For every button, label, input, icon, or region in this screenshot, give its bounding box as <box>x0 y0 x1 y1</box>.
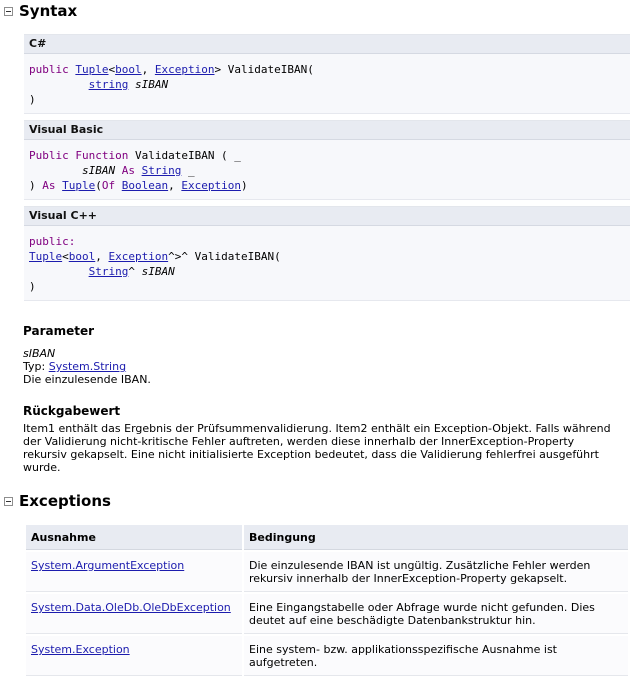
method-name: ValidateIBAN ( _ <box>134 149 241 162</box>
parameter-heading: Parameter <box>23 324 95 338</box>
close-paren: ) <box>29 280 36 293</box>
table-row <box>26 552 628 592</box>
table-row <box>26 594 628 634</box>
keyword: public: <box>29 235 76 248</box>
boolean-link[interactable]: Boolean <box>121 179 169 192</box>
exception-link[interactable]: Exception <box>154 63 215 76</box>
exception-cell <box>26 552 242 592</box>
syntax-title: Syntax <box>19 2 78 20</box>
exception-cell <box>26 594 242 634</box>
column-header-exception: Ausnahme <box>26 525 242 550</box>
returns-line: wurde. <box>23 461 61 474</box>
csharp-code-block <box>24 34 630 114</box>
condition-cell <box>244 594 628 634</box>
parameter-type <box>23 360 151 373</box>
vb-lang-label: Visual Basic <box>24 121 630 140</box>
line-continuation: _ <box>187 164 195 177</box>
condition-line: Eine Eingangstabelle oder Abfrage wurde nicht gefunden. Dies <box>249 601 595 614</box>
exception-link[interactable]: System.ArgumentException <box>31 559 185 572</box>
string-link[interactable]: String <box>88 265 129 278</box>
exceptions-title: Exceptions <box>19 492 111 510</box>
exception-link[interactable]: Exception <box>108 250 169 263</box>
condition-line: rekursiv innerhalb der InnerException-Property gekapselt. <box>249 572 568 585</box>
exception-link[interactable]: System.Exception <box>31 643 130 656</box>
returns-line: rekursiv gekapselt. Eine nicht initialisierte Exception bedeutet, dass die Validierung fehlerfrei ausgeführt <box>23 448 599 461</box>
exception-cell <box>26 636 242 676</box>
keyword: public <box>29 63 69 76</box>
returns-description <box>23 422 611 474</box>
returns-line: der Validierung nicht-kritische Fehler auftreten, werden diese innerhalb der InnerException-Property <box>23 435 575 448</box>
vb-code: Public Function ValidateIBAN ( _ sIBAN As String _ ) As Tuple(Of Boolean, Exception) <box>24 140 630 200</box>
tuple-link[interactable]: Tuple <box>29 250 63 263</box>
exception-link[interactable]: Exception <box>181 179 241 192</box>
cpp-code: public: Tuple<bool, Exception^>^ ValidateIBAN( String^ sIBAN ) <box>24 226 630 301</box>
parameter-description: Die einzulesende IBAN. <box>23 373 151 386</box>
cpp-lang-label: Visual C++ <box>24 207 630 226</box>
keyword: As <box>121 164 135 177</box>
keyword: As <box>42 179 56 192</box>
exceptions-section-header[interactable] <box>4 491 111 511</box>
cpp-code-block <box>24 206 630 301</box>
system-string-link[interactable]: System.String <box>48 360 127 373</box>
tuple-link[interactable]: Tuple <box>62 179 96 192</box>
collapse-toggle-icon[interactable] <box>4 497 13 506</box>
condition-cell <box>244 552 628 592</box>
close-paren: ) <box>29 179 36 192</box>
table-row <box>26 636 628 676</box>
table-header-row <box>26 525 628 550</box>
condition-line: aufgetreten. <box>249 656 318 669</box>
exception-link[interactable]: System.Data.OleDb.OleDbException <box>31 601 231 614</box>
column-header-condition: Bedingung <box>244 525 628 550</box>
close-paren: ) <box>29 93 36 106</box>
keyword: Public Function <box>29 149 129 162</box>
string-link[interactable]: String <box>141 164 182 177</box>
param-name: sIBAN <box>141 265 175 278</box>
keyword: Of <box>101 179 116 192</box>
parameter-details <box>23 347 151 386</box>
condition-line: Die einzulesende IBAN ist ungültig. Zusätzliche Fehler werden <box>249 559 591 572</box>
type-label: Typ: <box>23 360 46 373</box>
tuple-link[interactable]: Tuple <box>75 63 109 76</box>
string-link[interactable]: string <box>88 78 129 91</box>
vb-code-block <box>24 120 630 200</box>
param-name: sIBAN <box>81 164 116 177</box>
csharp-lang-label: C# <box>24 35 630 54</box>
bool-link[interactable]: bool <box>115 63 142 76</box>
method-name: ValidateIBAN( <box>194 250 281 263</box>
method-name: ValidateIBAN( <box>227 63 314 76</box>
collapse-toggle-icon[interactable] <box>4 7 13 16</box>
exceptions-table <box>24 523 630 678</box>
param-name: sIBAN <box>134 78 169 91</box>
returns-line: Item1 enthält das Ergebnis der Prüfsummenvalidierung. Item2 enthält ein Exception-Objekt. Falls während <box>23 422 611 435</box>
bool-link[interactable]: bool <box>68 250 96 263</box>
condition-cell <box>244 636 628 676</box>
csharp-code: public Tuple<bool, Exception> ValidateIBAN( string sIBAN ) <box>24 54 630 114</box>
returns-heading: Rückgabewert <box>23 404 121 418</box>
parameter-name: sIBAN <box>23 347 56 360</box>
syntax-section-header[interactable] <box>4 1 77 21</box>
condition-line: Eine system- bzw. applikationsspezifische Ausnahme ist <box>249 643 557 656</box>
condition-line: deutet auf eine beschädigte Datenbankstruktur hin. <box>249 614 536 627</box>
